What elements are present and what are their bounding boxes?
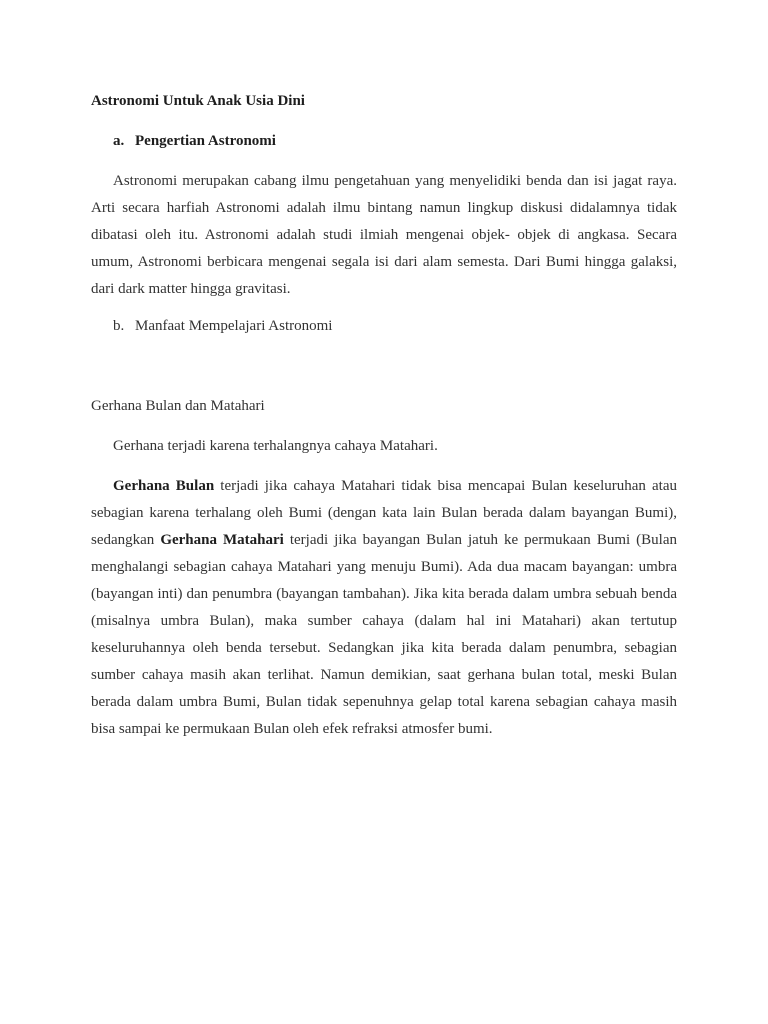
- gerhana-text-1: terjadi jika cahaya Matahari tidak bisa mencapai Bulan keseluruhan atau sebagian karena terhalang oleh Bumi (dengan kata lain Bulan berada dalam bayangan Bumi), sedangkan: [91, 478, 678, 548]
- section-a-marker: a.: [113, 133, 125, 149]
- section-b-heading: [113, 318, 332, 335]
- gerhana-heading: Gerhana Bulan dan Matahari: [91, 398, 265, 414]
- section-b-heading-text: Manfaat Mempelajari Astronomi: [135, 318, 333, 334]
- section-b-marker: b.: [113, 318, 125, 334]
- section-a-heading-text: Pengertian Astronomi: [135, 133, 276, 149]
- gerhana-detail-paragraph: [91, 473, 677, 743]
- section-a-heading: [113, 133, 276, 150]
- gerhana-text-2: terjadi jika bayangan Bulan jatuh ke permukaan Bumi (Bulan menghalangi sebagian cahaya Matahari yang menuju Bumi). Ada dua macam bayangan: umbra (bayangan inti) dan penumbra (bayangan tambahan). Jika kita berada dalam umbra sebuah benda (misalnya umbra Bulan), maka sumber cahaya (dalam hal ini Matahari) akan tertutup keseluruhannya oleh benda tersebut. Sedangkan jika kita berada dalam penumbra, sebagian sumber cahaya masih akan terlihat. Namun demikian, saat gerhana bulan total, meski Bulan berada dalam umbra Bumi, Bulan tidak sepenuhnya gelap total karena sebagian cahaya masih bisa sampai ke permukaan Bulan oleh efek refraksi atmosfer bumi.: [91, 532, 677, 737]
- term-gerhana-matahari: Gerhana Matahari: [160, 532, 284, 548]
- section-a-paragraph: Astronomi merupakan cabang ilmu pengetahuan yang menyelidiki benda dan isi jagat raya. Arti secara harfiah Astronomi adalah ilmu bintang namun lingkup diskusi didalamnya tidak dibatasi oleh itu. Astronomi adalah studi ilmiah mengenai objek- objek di angkasa. Secara umum, Astronomi berbicara mengenai segala isi dari alam semesta. Dari Bumi hingga galaksi, dari dark matter hingga gravitasi.: [91, 173, 677, 297]
- gerhana-intro-paragraph: Gerhana terjadi karena terhalangnya cahaya Matahari.: [113, 438, 438, 454]
- term-gerhana-bulan: Gerhana Bulan: [113, 478, 215, 494]
- document-title: Astronomi Untuk Anak Usia Dini: [91, 93, 305, 109]
